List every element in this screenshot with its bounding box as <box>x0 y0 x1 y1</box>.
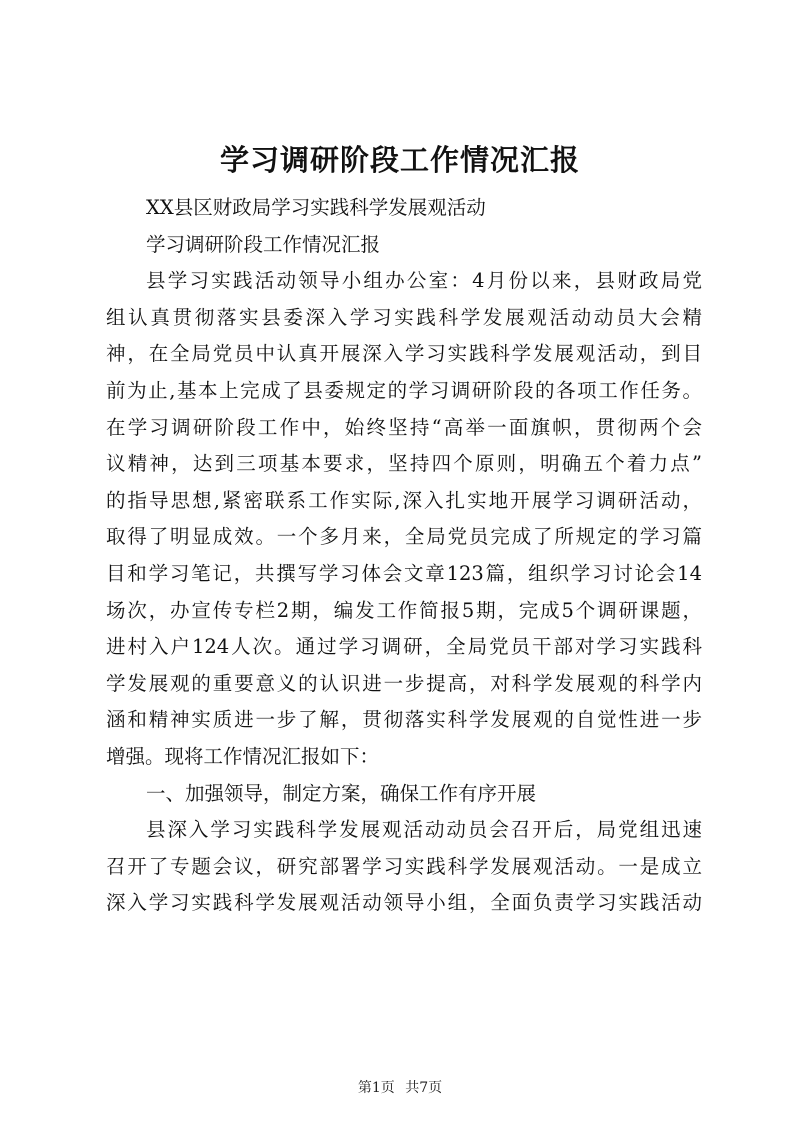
text-line: 取得了明显成效。一个多月来，全局党员完成了所规定的学习篇 <box>106 525 702 549</box>
text-line: 的指导思想,紧密联系工作实际,深入扎实地开展学习调研活动， <box>106 488 702 512</box>
text-line: 在学习调研阶段工作中，始终坚持“高举一面旗帜，贯彻两个会 <box>106 415 702 439</box>
document-body <box>106 190 702 922</box>
text-line: 县学习实践活动领导小组办公室：4月份以来，县财政局党 <box>146 269 702 293</box>
text-line: 神，在全局党员中认真开展深入学习实践科学发展观活动，到目 <box>106 342 702 366</box>
text-line: 组认真贯彻落实县委深入学习实践科学发展观活动动员大会精 <box>106 305 702 329</box>
text-line: 涵和精神实质进一步了解，贯彻落实科学发展观的自觉性进一步 <box>106 708 702 732</box>
text-line: 县深入学习实践科学发展观活动动员会召开后，局党组迅速 <box>146 818 702 842</box>
page-number-current: 第1页 <box>357 1080 395 1096</box>
text-line: 增强。现将工作情况汇报如下： <box>106 744 380 768</box>
text-line: XX县区财政局学习实践科学发展观活动 <box>146 196 486 219</box>
text-line: 场次，办宣传专栏2期，编发工作简报5期，完成5个调研课题， <box>106 598 702 622</box>
text-line: 一、加强领导，制定方案，确保工作有序开展 <box>146 781 537 805</box>
text-line: 目和学习笔记，共撰写学习体会文章123篇，组织学习讨论会14 <box>106 561 702 585</box>
page-number-total: 共7页 <box>405 1080 443 1096</box>
text-line: 召开了专题会议，研究部署学习实践科学发展观活动。一是成立 <box>106 854 702 878</box>
document-title: 学习调研阶段工作情况汇报 <box>219 143 580 177</box>
page-footer <box>0 1078 800 1098</box>
text-line: 学发展观的重要意义的认识进一步提高，对科学发展观的科学内 <box>106 671 702 695</box>
text-line: 进村入户124人次。通过学习调研，全局党员干部对学习实践科 <box>106 635 702 659</box>
text-line: 深入学习实践科学发展观活动领导小组，全面负责学习实践活动 <box>106 891 702 915</box>
text-line: 学习调研阶段工作情况汇报 <box>146 232 381 256</box>
text-line: 前为止,基本上完成了县委规定的学习调研阶段的各项工作任务。 <box>106 378 702 402</box>
text-line: 议精神，达到三项基本要求，坚持四个原则，明确五个着力点” <box>106 452 702 476</box>
